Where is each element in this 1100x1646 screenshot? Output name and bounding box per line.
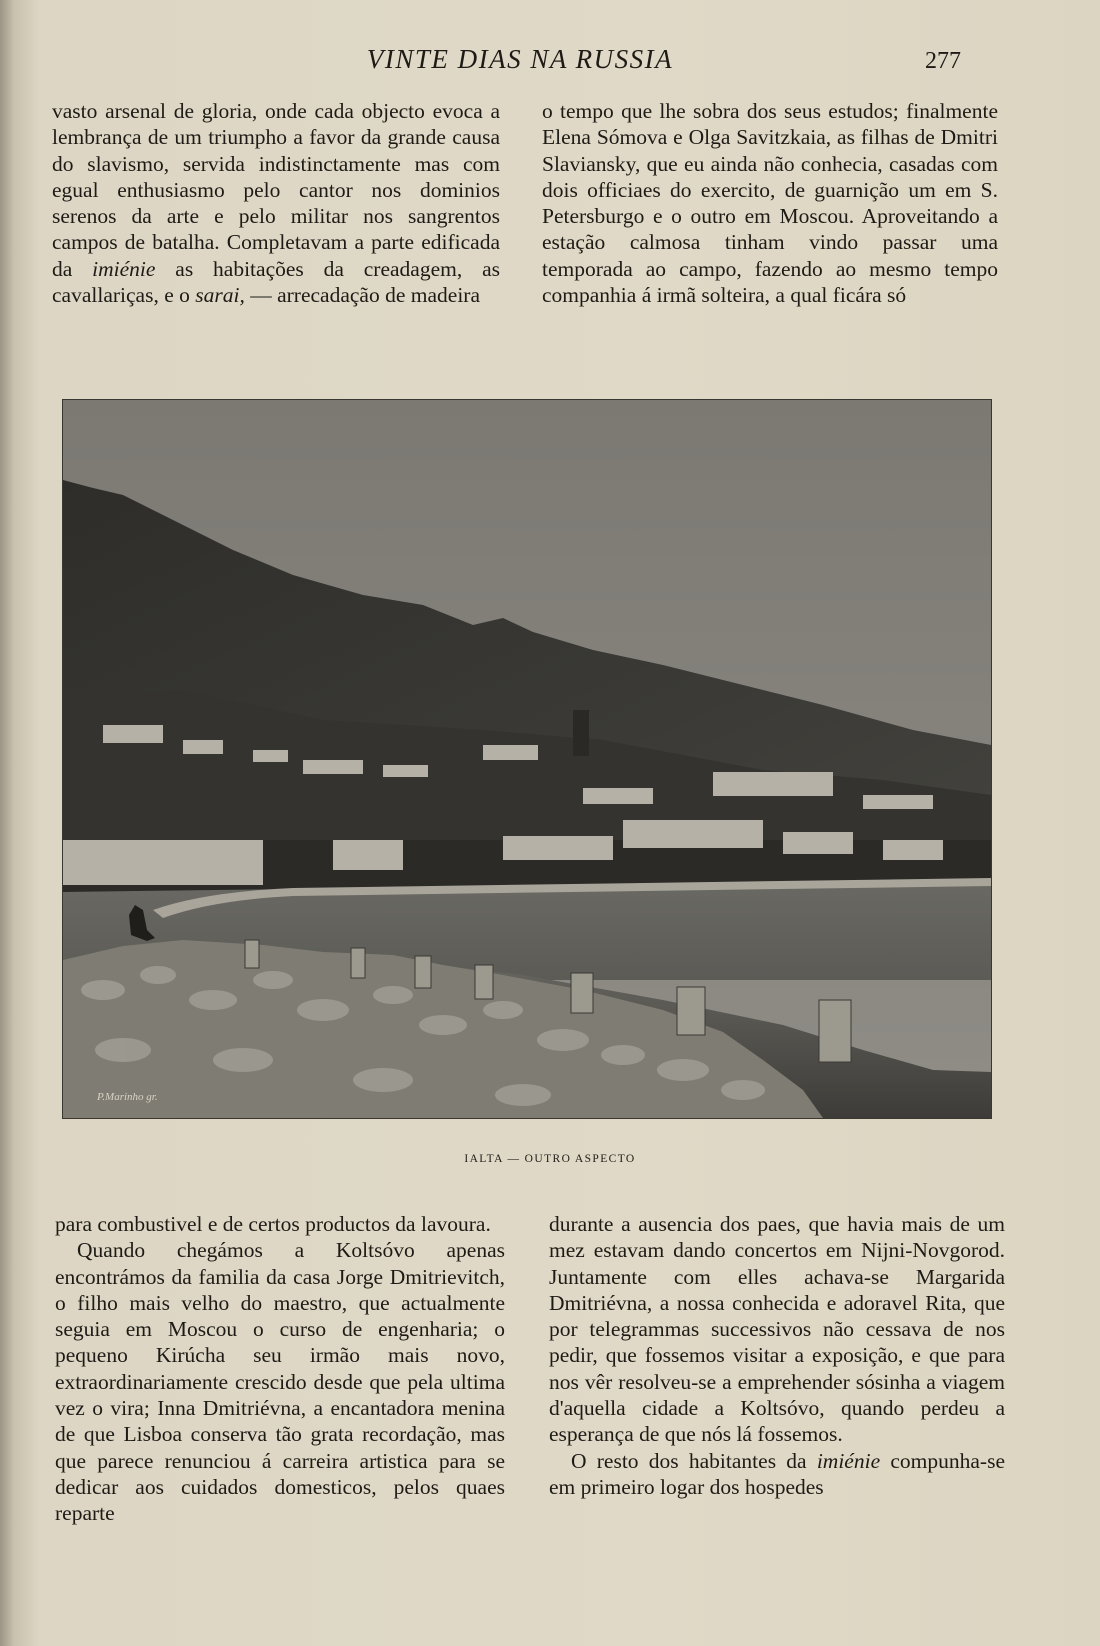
text-run: O resto dos habitantes da [571,1448,817,1473]
landscape-illustration [63,400,991,1118]
running-title: VINTE DIAS NA RUSSIA [366,44,674,74]
text-run: — arrecadação de madeira [244,283,480,308]
paragraph: Quando chegámos a Koltsóvo apenas encontrámos da familia da casa Jorge Dmitrievitch, o filho mais velho do maestro, que actualmente seguia em Moscou o curso de engenharia; o pequeno Kirúcha seu irmão mais novo, extraordinariamente crescido desde que pela ultima vez o vira; Inna Dmitriévna, a encantadora menina de que Lisboa conserva tão grata recordação, mas que parece renunciou á carreira artistica para se dedicar aos cuidados domesticos, pelos quaes reparte [55,1238,505,1526]
text-run: compunha-se em primeiro logar dos hospedes [549,1448,1005,1499]
italic-term: imiénie [816,1448,881,1473]
paragraph: o tempo que lhe sobra dos seus estudos; finalmente Elena Sómova e Olga Savitzkaia, as filhas de Dmitri Slaviansky, que eu ainda não conhecia, casadas com dois officiaes do exercito, de guarnição um em S. Petersburgo e o outro em Moscou. Aproveitando a estação calmosa tinham vindo passar uma temporada ao campo, fazendo ao mesmo tempo companhia á irmã solteira, a qual ficára só [542,99,998,308]
engraver-signature: P.Marinho gr. [97,1091,158,1103]
paragraph: para combustivel e de certos productos da lavoura. [55,1212,491,1236]
paragraph [52,98,500,308]
italic-term: sarai, [195,283,245,308]
italic-term: imiénie [92,256,156,281]
column-bottom-right [549,1211,1005,1500]
running-head [0,44,1100,84]
paragraph [549,1448,1005,1501]
text-run: vasto arsenal de gloria, onde cada objecto evoca a lembrança de um triumpho a favor da grande causa do slavismo, servida indistinctamente mas com egual enthusiasmo pelo cantor nos dominios serenos da arte e pelo militar nos sangrentos campos de batalha. Completavam a parte edificada da [52,99,500,281]
text-run: as habitações da creadagem, as cavallariças, e o [52,256,500,308]
paragraph: durante a ausencia dos paes, que havia mais de um mez estavam dando concertos em Nijni-Novgorod. Juntamente com elles achava-se Margarida Dmitriévna, a nossa conhecida e adoravel Rita, que por telegrammas successivos não cessava de nos pedir, que fossemos visitar a exposição, e que para nos vêr resolveu-se a emprehender sósinha a viagem d'aquella cidade a Koltsóvo, quando perdeu a esperança de que nós lá fossemos. [549,1212,1005,1447]
column-top-right [542,98,998,308]
halftone-photograph [62,399,992,1119]
column-bottom-left [55,1211,505,1527]
page-number: 277 [925,48,961,74]
figure-caption: IALTA — OUTRO ASPECTO [464,1153,636,1165]
column-top-left [52,98,500,308]
